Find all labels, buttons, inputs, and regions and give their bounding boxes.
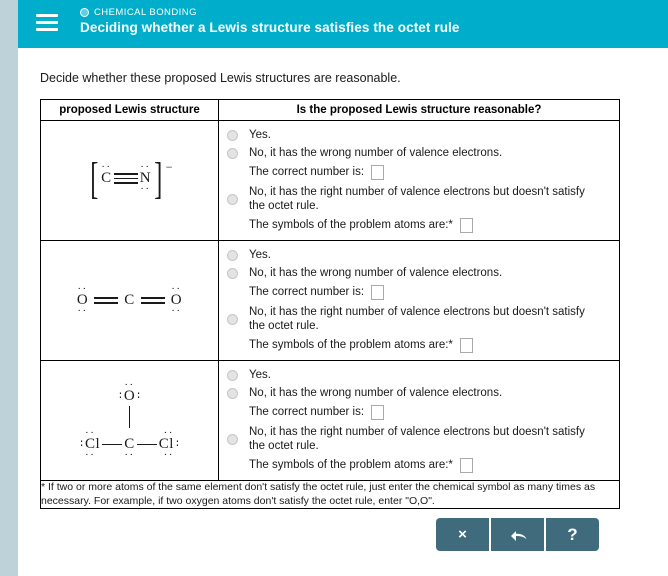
atom-nitrogen xyxy=(139,161,152,195)
answer-cell-cyanide xyxy=(219,121,620,241)
triple-bond xyxy=(114,173,138,184)
answer-cell-carbon-dioxide xyxy=(219,241,620,361)
lewis-structure-table xyxy=(40,99,620,509)
problem-atoms-row xyxy=(219,215,619,236)
lone-pair-bottom: ·· xyxy=(140,183,151,195)
double-bond-right xyxy=(141,297,165,304)
option-wrong-valence[interactable] xyxy=(219,264,619,282)
option-yes[interactable] xyxy=(219,126,619,144)
problem-atoms-input[interactable] xyxy=(460,218,473,233)
radio-yes[interactable] xyxy=(227,370,238,381)
lone-pair-bottom: ·· xyxy=(163,449,174,461)
atom-chlorine-left xyxy=(80,427,101,461)
single-bond-left xyxy=(102,444,122,446)
correct-number-label: The correct number is: xyxy=(249,406,365,418)
structure-cell-dichloro-carbon-oxide xyxy=(41,361,219,481)
lone-pair-top: ·· xyxy=(140,161,151,173)
instruction-text: Decide whether these proposed Lewis structures are reasonable. xyxy=(40,71,401,85)
oxygen-branch xyxy=(80,379,179,428)
atom-chlorine-right xyxy=(158,427,179,461)
lone-pair-right: ∶ xyxy=(137,390,141,402)
option-wrong-valence[interactable] xyxy=(219,384,619,402)
close-icon: × xyxy=(458,526,467,543)
problem-atoms-input[interactable] xyxy=(460,338,473,353)
atom-oxygen xyxy=(118,379,141,404)
column-header-structure: proposed Lewis structure xyxy=(41,100,219,121)
hamburger-bar xyxy=(36,28,58,31)
help-button[interactable] xyxy=(544,518,599,551)
structure-cell-carbon-dioxide xyxy=(41,241,219,361)
bracket-right: ] xyxy=(154,153,163,203)
atom-oxygen-left xyxy=(76,283,89,317)
correct-number-label: The correct number is: xyxy=(249,166,365,178)
lewis-structure-cyanide xyxy=(87,153,173,203)
option-label: No, it has the right number of valence electrons but doesn't satisfy the octet rule. xyxy=(249,305,585,332)
table-header-row xyxy=(41,100,620,121)
bracket-group xyxy=(87,153,173,203)
radio-right-valence-no-octet[interactable] xyxy=(227,314,238,325)
problem-atoms-row xyxy=(219,335,619,356)
undo-button[interactable] xyxy=(489,518,544,551)
option-label: Yes. xyxy=(249,248,271,261)
option-label: No, it has the wrong number of valence electrons. xyxy=(249,386,503,399)
option-wrong-valence[interactable] xyxy=(219,144,619,162)
header-category xyxy=(80,7,197,18)
problem-atoms-label: The symbols of the problem atoms are:* xyxy=(249,219,453,231)
hamburger-bar xyxy=(36,21,58,24)
option-yes[interactable] xyxy=(219,366,619,384)
table-row xyxy=(41,361,620,481)
lone-pair-left: ∶ xyxy=(80,438,84,450)
option-label: Yes. xyxy=(249,128,271,141)
option-right-valence-no-octet[interactable] xyxy=(219,303,619,335)
app-header xyxy=(18,0,668,48)
radio-yes[interactable] xyxy=(227,130,238,141)
clear-button[interactable] xyxy=(436,518,489,551)
atom-symbol: Cl xyxy=(158,436,174,452)
lone-pair-left: ∶ xyxy=(118,390,122,402)
option-yes[interactable] xyxy=(219,246,619,264)
undo-arrow-icon xyxy=(507,527,528,543)
problem-atoms-label: The symbols of the problem atoms are:* xyxy=(249,339,453,351)
correct-number-input[interactable] xyxy=(371,285,384,300)
lone-pair-bottom: ·· xyxy=(171,305,182,317)
lone-pair-bottom: ·· xyxy=(124,449,135,461)
lewis-structure-carbon-dioxide xyxy=(76,283,183,317)
problem-atoms-row xyxy=(219,455,619,476)
correct-number-input[interactable] xyxy=(371,405,384,420)
lone-pair-top: ·· xyxy=(124,379,135,391)
atom-symbol: C xyxy=(101,170,112,186)
atom-symbol: O xyxy=(76,292,89,308)
hamburger-bar xyxy=(36,14,58,17)
radio-wrong-valence[interactable] xyxy=(227,148,238,159)
hamburger-menu-icon[interactable] xyxy=(36,14,58,34)
atom-symbol: C xyxy=(124,436,135,452)
radio-wrong-valence[interactable] xyxy=(227,388,238,399)
radio-yes[interactable] xyxy=(227,250,238,261)
lone-pair-top: ·· xyxy=(85,427,96,439)
table-row xyxy=(41,121,620,241)
table-row xyxy=(41,241,620,361)
left-gutter-strip xyxy=(0,0,18,576)
column-header-answer: Is the proposed Lewis structure reasonable? xyxy=(219,100,620,121)
answer-cell-dichloro-carbon-oxide xyxy=(219,361,620,481)
footnote-row xyxy=(41,481,620,509)
atom-symbol: C xyxy=(124,292,135,308)
atom-symbol: O xyxy=(123,388,136,404)
radio-right-valence-no-octet[interactable] xyxy=(227,434,238,445)
content-area xyxy=(18,48,668,576)
atom-symbol: N xyxy=(139,170,152,186)
atom-symbol: Cl xyxy=(85,436,101,452)
radio-wrong-valence[interactable] xyxy=(227,268,238,279)
lone-pair-top: ·· xyxy=(171,283,182,295)
lone-pair-top: ·· xyxy=(163,427,174,439)
single-bond-right xyxy=(137,444,157,446)
atom-carbon xyxy=(101,161,112,193)
question-mark-icon: ? xyxy=(567,524,578,544)
option-label: No, it has the wrong number of valence electrons. xyxy=(249,266,503,279)
problem-atoms-input[interactable] xyxy=(460,458,473,473)
lone-pair-top: ·· xyxy=(77,283,88,295)
option-label: No, it has the right number of valence electrons but doesn't satisfy the octet rule. xyxy=(249,185,585,212)
footnote-text: * If two or more atoms of the same element don't satisfy the octet rule, just enter the chemical symbol as many times as necessary. For example, if two oxygen atoms don't satisfy the octet rule, enter "O,O". xyxy=(41,481,620,509)
formal-charge: − xyxy=(165,159,173,174)
structure-cell-cyanide xyxy=(41,121,219,241)
double-bond-left xyxy=(94,297,118,304)
single-bond-vertical xyxy=(129,406,131,428)
table-body xyxy=(41,121,620,509)
lone-pair-bottom: ·· xyxy=(77,305,88,317)
backbone-row xyxy=(80,427,179,461)
correct-number-row xyxy=(219,402,619,423)
atom-carbon xyxy=(124,430,135,459)
correct-number-input[interactable] xyxy=(371,165,384,180)
page-title: Deciding whether a Lewis structure satisfies the octet rule xyxy=(80,20,460,35)
category-label: CHEMICAL BONDING xyxy=(94,7,197,18)
correct-number-row xyxy=(219,282,619,303)
lone-pair-right: ∶ xyxy=(175,438,179,450)
option-right-valence-no-octet[interactable] xyxy=(219,423,619,455)
correct-number-row xyxy=(219,162,619,183)
circle-icon xyxy=(80,8,89,17)
problem-atoms-label: The symbols of the problem atoms are:* xyxy=(249,459,453,471)
lone-pair-top: ·· xyxy=(101,161,112,173)
atom-symbol: O xyxy=(170,292,183,308)
atom-oxygen-right xyxy=(170,283,183,317)
option-label: Yes. xyxy=(249,368,271,381)
lewis-structure-dichloro-carbon-oxide xyxy=(80,379,179,461)
atom-carbon xyxy=(124,286,135,315)
option-right-valence-no-octet[interactable] xyxy=(219,183,619,215)
option-label: No, it has the wrong number of valence electrons. xyxy=(249,146,503,159)
bracket-left: [ xyxy=(89,153,98,203)
radio-right-valence-no-octet[interactable] xyxy=(227,194,238,205)
lone-pair-bottom: ·· xyxy=(85,449,96,461)
table-header xyxy=(41,100,620,121)
tool-button-bar xyxy=(436,518,599,551)
correct-number-label: The correct number is: xyxy=(249,286,365,298)
option-label: No, it has the right number of valence electrons but doesn't satisfy the octet rule. xyxy=(249,425,585,452)
